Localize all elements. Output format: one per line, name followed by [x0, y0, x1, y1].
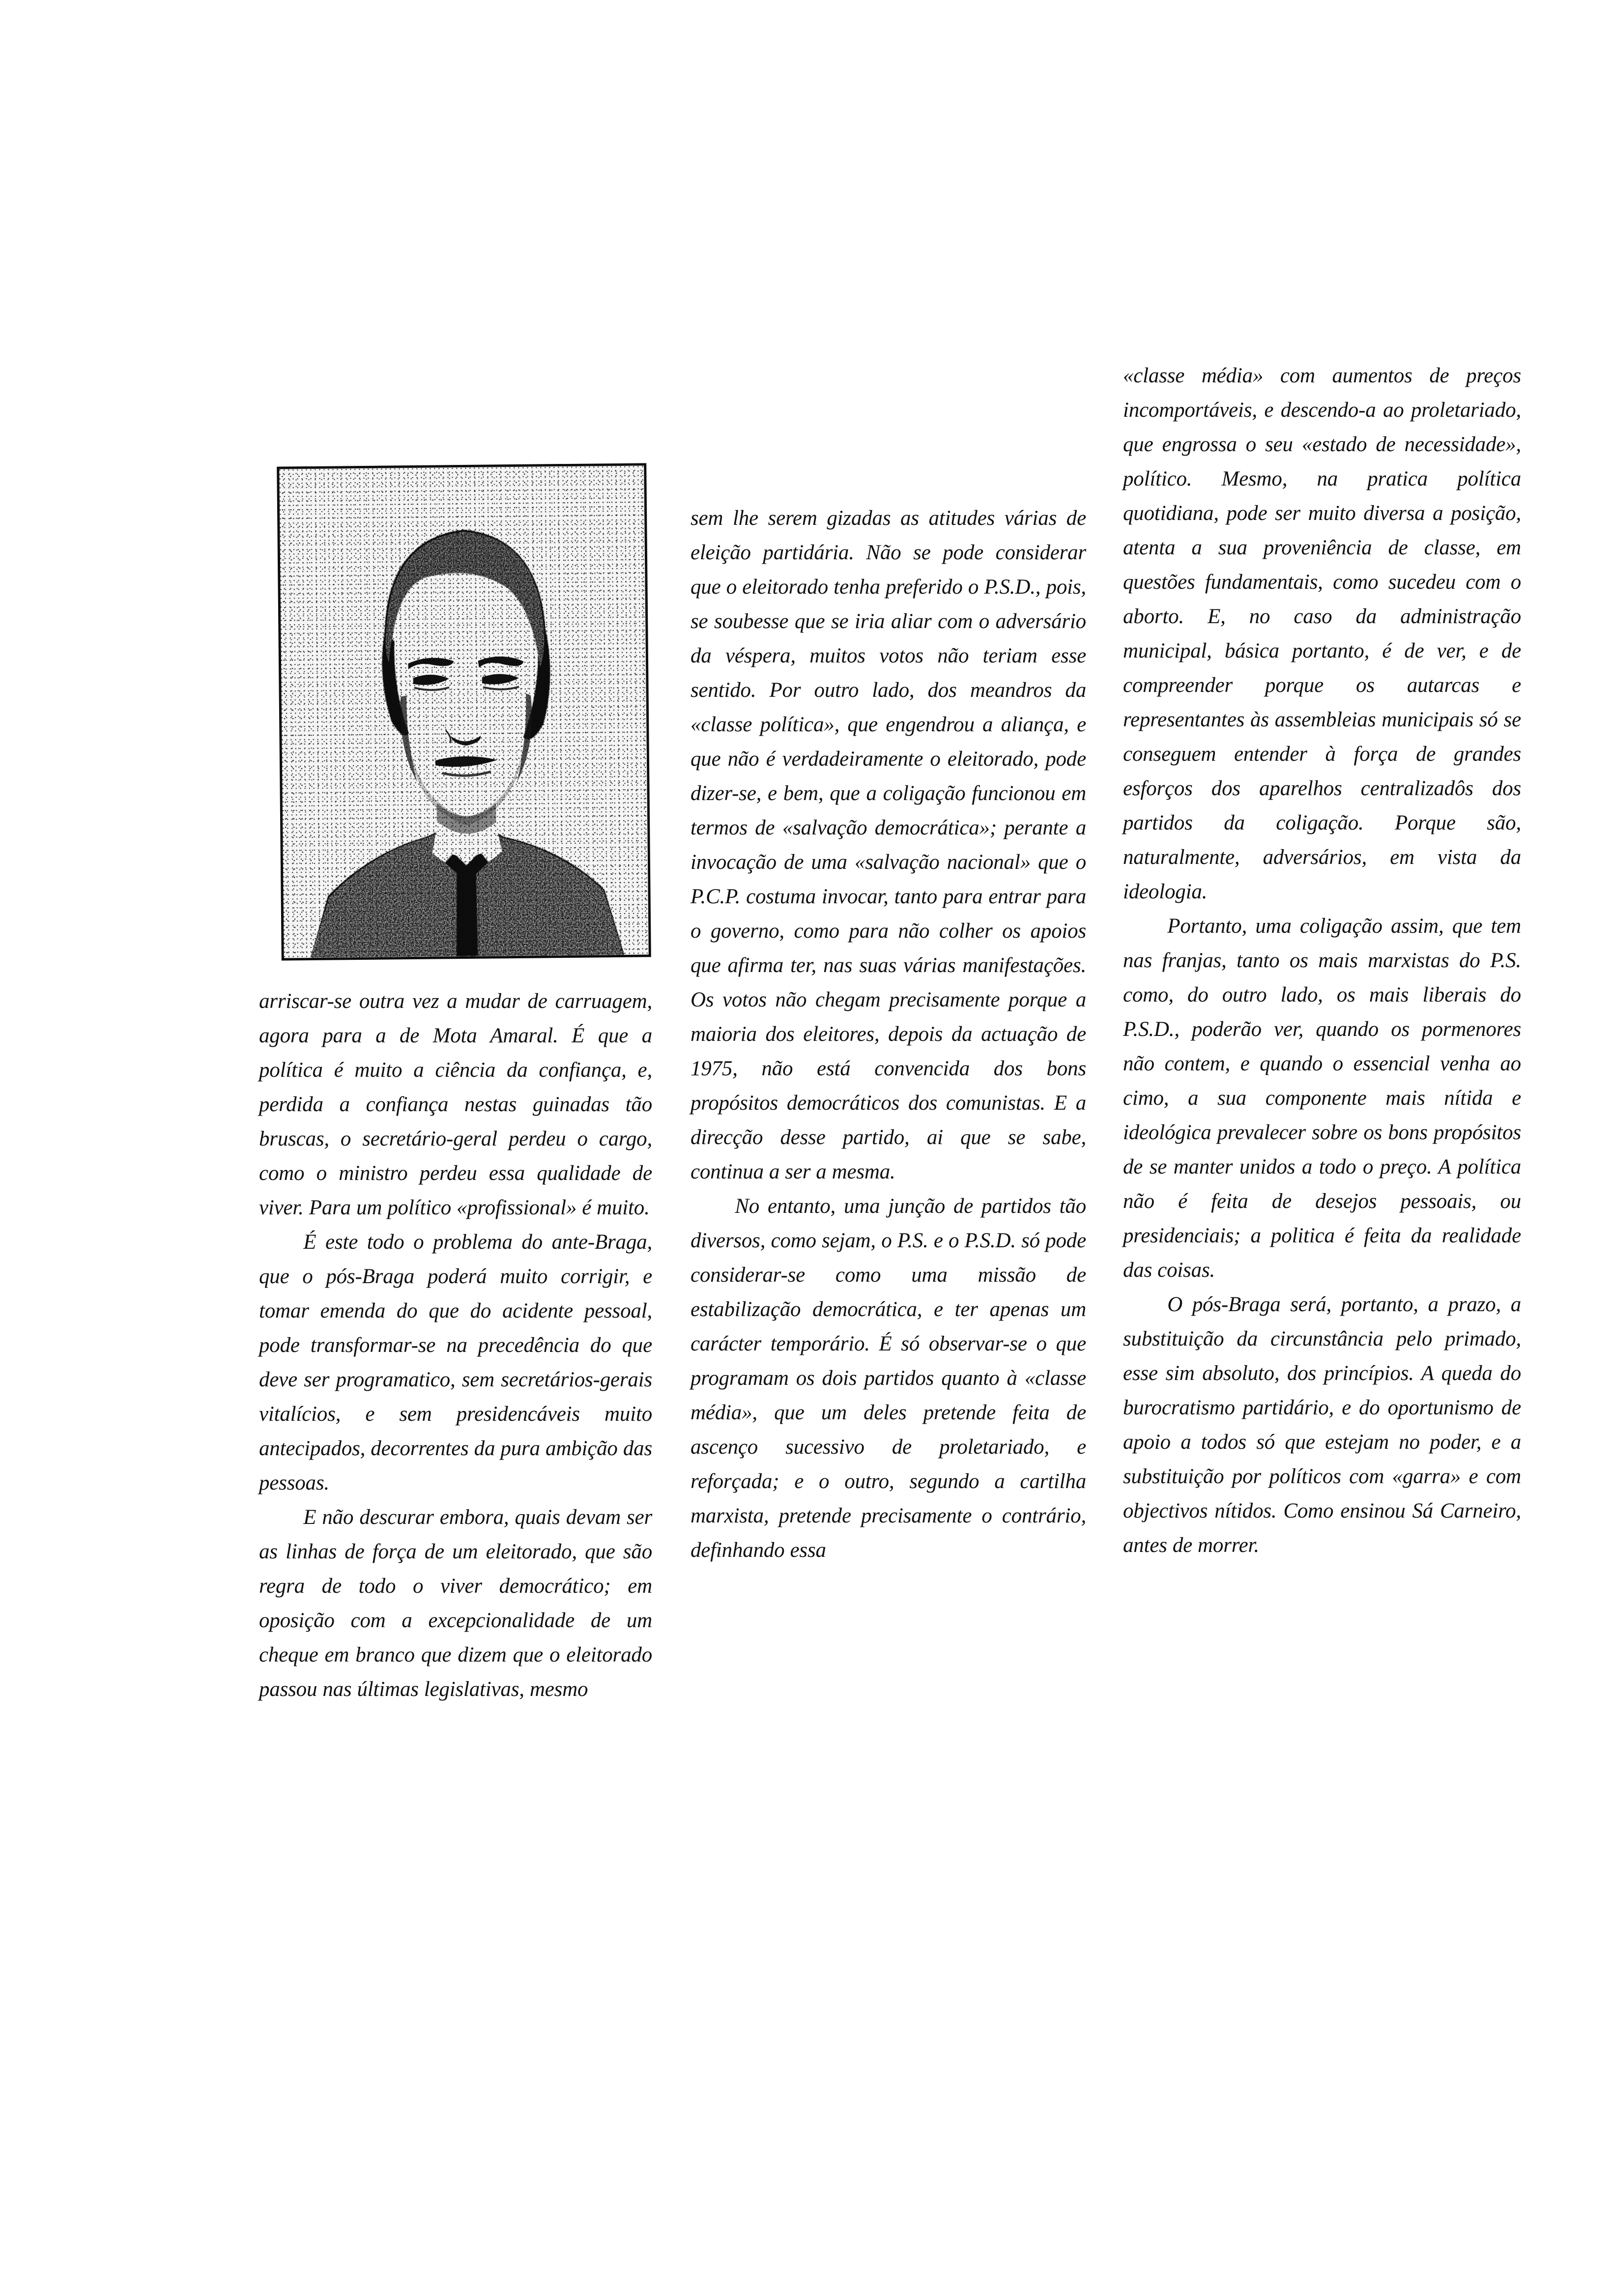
portrait-photo-figure [277, 463, 651, 960]
portrait-svg [279, 465, 649, 958]
portrait-photo-image [279, 465, 649, 958]
photo-frame [277, 463, 651, 960]
paragraph: sem lhe serem gizadas as atitudes várias de eleição partidária. Não se pode considerar que o eleitorado tenha preferido o P.S.D., pois, se soubesse que se iria aliar com o adversário da véspera, muitos votos não teriam esse sentido. Por outro lado, dos meandros da «classe política», que engendrou a aliança, e que não é verdadeiramente o eleitorado, pode dizer-se, e bem, que a coligação funcionou em termos de «salvação democrática»; perante a invocação de uma «salvação nacional» que o P.C.P. costuma invocar, tanto para entrar para o governo, como para não colher os apoios que afirma ter, nas suas várias manifestações. Os votos não chegam precisamente porque a maioria dos eleitores, depois da actuação de 1975, não está convencida dos bons propósitos democráticos dos comunistas. E a direcção desse partido, ai que se sabe, continua a ser a mesma. [691, 507, 1086, 1183]
text-column-3 [1123, 359, 1521, 1563]
paragraph: É este todo o problema do ante-Braga, que o pós-Braga poderá muito corrigir, e tomar emenda do que do acidente pessoal, pode transformar-se na precedência do que deve ser programatico, sem secretários-gerais vitalícios, e sem presidencáveis muito antecipados, decorrentes da pura ambição das pessoas. [259, 1231, 652, 1494]
paragraph: Portanto, uma coligação assim, que tem nas franjas, tanto os mais marxistas do P.S. como, do outro lado, os mais liberais do P.S.D., poderão ver, quando os pormenores não contem, e quando o essencial venha ao cimo, a sua componente mais nítida e ideológica prevalecer sobre os bons propósitos de se manter unidos a todo o preço. A política não é feita de desejos pessoais, ou presidenciais; a politica é feita da realidade das coisas. [1123, 915, 1521, 1282]
text-column-2 [691, 501, 1086, 1568]
paragraph: E não descurar embora, quais devam ser as linhas de força de um eleitorado, que são regra de todo o viver democrático; em oposição com a excepcionalidade de um cheque em branco que dizem que o eleitorado passou nas últimas legislativas, mesmo [259, 1506, 652, 1701]
paragraph: «classe média» com aumentos de preços incomportáveis, e descendo-a ao proletariado, que engrossa o seu «estado de necessidade», político. Mesmo, na pratica política quotidiana, pode ser muito diversa a posição, atenta a sua proveniência de classe, em questões fundamentais, como sucedeu com o aborto. E, no caso da administração municipal, básica portanto, é de ver, e de compreender porque os autarcas e representantes às assembleias municipais só se conseguem entender à força de grandes esforços dos aparelhos centralizadôs dos partidos da coligação. Porque são, naturalmente, adversários, em vista da ideologia. [1123, 364, 1521, 903]
text-column-1 [259, 984, 652, 1707]
paragraph: arriscar-se outra vez a mudar de carruagem, agora para a de Mota Amaral. É que a política é muito a ciência da confiança, e, perdida a confiança nestas guinadas tão bruscas, o secretário-geral perdeu o cargo, como o ministro perdeu essa qualidade de viver. Para um político «profissional» é muito. [259, 990, 652, 1219]
paragraph: No entanto, uma junção de partidos tão diversos, como sejam, o P.S. e o P.S.D. só pode considerar-se como uma missão de estabilização democrática, e ter apenas um carácter temporário. É só observar-se o que programam os dois partidos quanto à «classe média», que um deles pretende feita de ascenço sucessivo de proletariado, e reforçada; e o outro, segundo a cartilha marxista, pretende precisamente o contrário, definhando essa [691, 1195, 1086, 1562]
paragraph: O pós-Braga será, portanto, a prazo, a substituição da circunstância pelo primado, esse sim absoluto, dos princípios. A queda do burocratismo partidário, e do oportunismo de apoio a todos só que estejam no poder, e a substituição por políticos com «garra» e com objectivos nítidos. Como ensinou Sá Carneiro, antes de morrer. [1123, 1293, 1521, 1557]
